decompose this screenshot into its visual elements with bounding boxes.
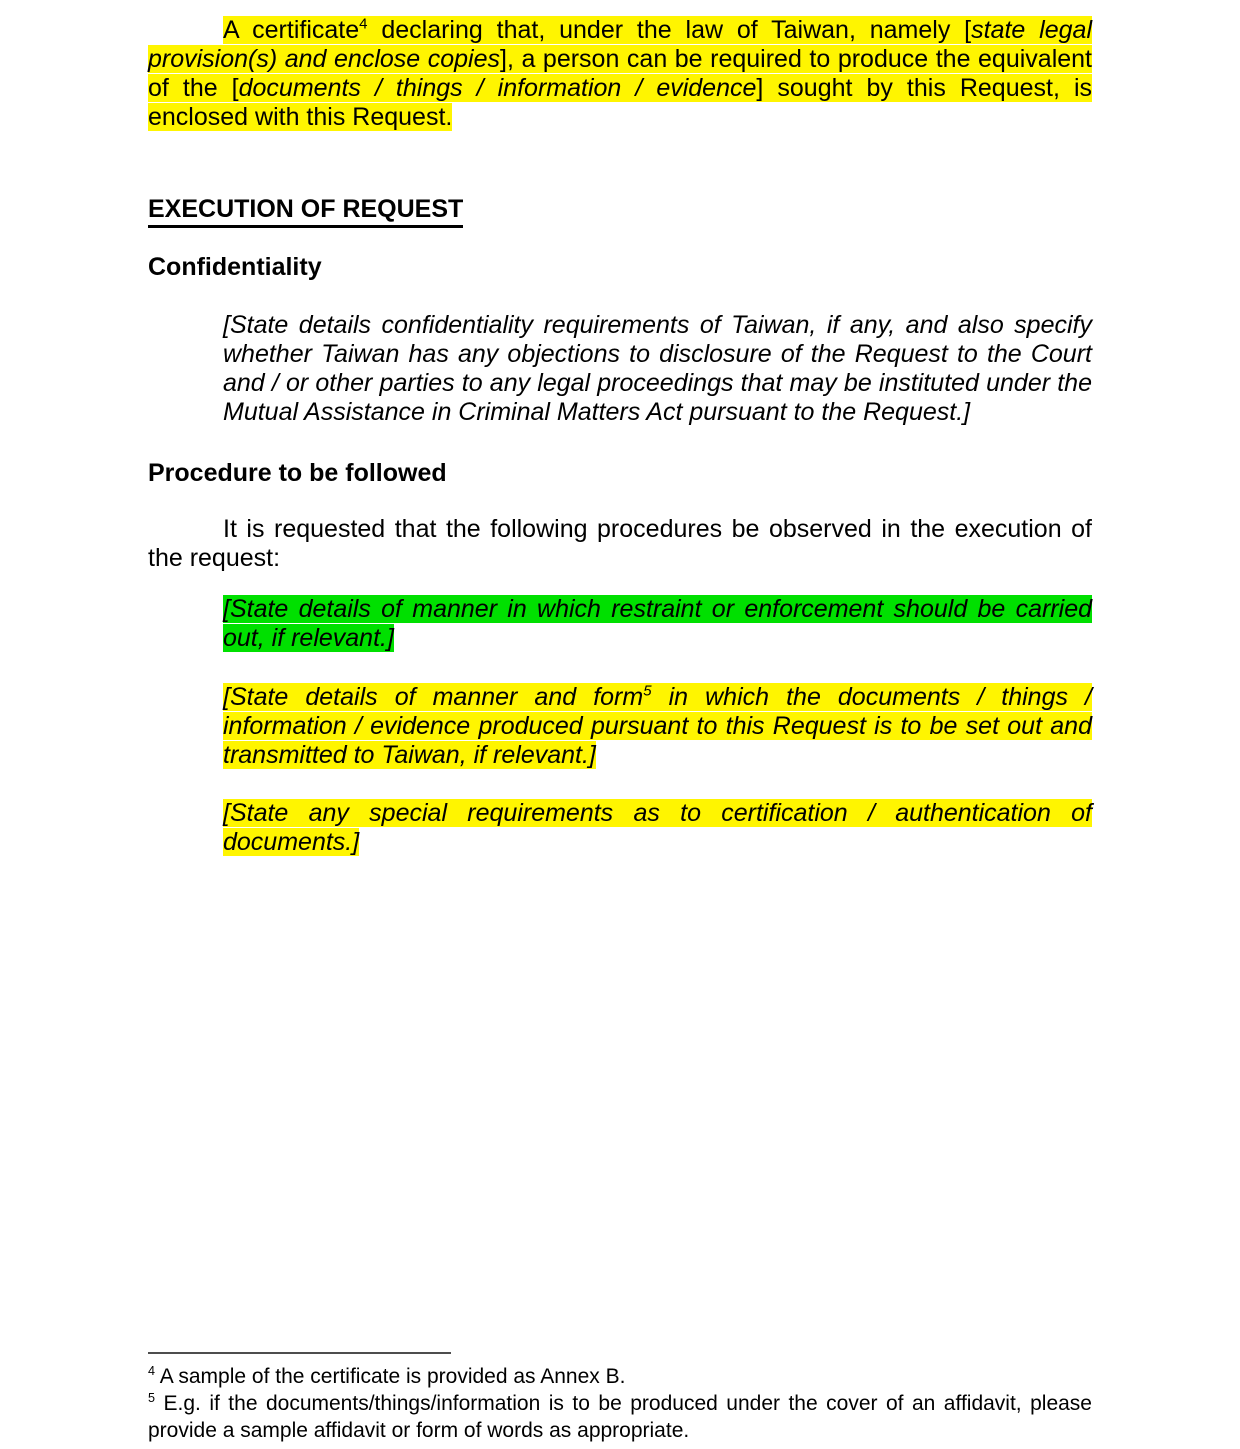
- heading-procedure-to-be-followed: Procedure to be followed: [148, 459, 447, 487]
- footnote-5: $^5$ E.g. if the documents/things/information is to be produced under the cover of an affidavit, please provide a sample affidavit or form of words as appropriate.: [148, 1391, 1092, 1442]
- paragraph-restraint-placeholder: [223, 595, 1092, 653]
- yellow-highlight-certification: [State any special requirements as to certification / authentication of documents.]: [223, 799, 1092, 856]
- heading-execution-of-request: [148, 195, 1092, 224]
- paragraph-certification-placeholder: [223, 799, 1092, 857]
- footnote-separator: [148, 1352, 451, 1354]
- paragraph-form-placeholder: [223, 683, 1092, 770]
- heading-execution-text: EXECUTION OF REQUEST: [148, 195, 463, 228]
- paragraph-procedure-intro: It is requested that the following procedures be observed in the execution of the request:: [148, 515, 1092, 572]
- paragraph-confidentiality-placeholder: [State details confidentiality requirements of Taiwan, if any, and also specify whether Taiwan has any objections to disclosure of the Request to the Court and / or other parties to any legal proceedings that may be instituted under the Mutual Assistance in Criminal Matters Act pursuant to the Request.]: [223, 311, 1092, 426]
- footnote-4: $^4$ A sample of the certificate is provided as Annex B.: [148, 1364, 626, 1388]
- yellow-highlight-certificate: A certificate$^4$ declaring that, under the law of Taiwan, namely [state legal provision(s) and enclose copies], a person can be required to produce the equivalent of the [documents / things / information / evidence] sought by this Request, is enclosed with this Request.: [148, 15, 1092, 131]
- paragraph-certificate: [148, 16, 1092, 132]
- heading-confidentiality: Confidentiality: [148, 253, 322, 281]
- yellow-highlight-form: [State details of manner and form$^5$ in which the documents / things / information / evidence produced pursuant to this Request is to be set out and transmitted to Taiwan, if relevant.]: [223, 682, 1092, 769]
- green-highlight-restraint: [State details of manner in which restraint or enforcement should be carried out, if relevant.]: [223, 595, 1092, 652]
